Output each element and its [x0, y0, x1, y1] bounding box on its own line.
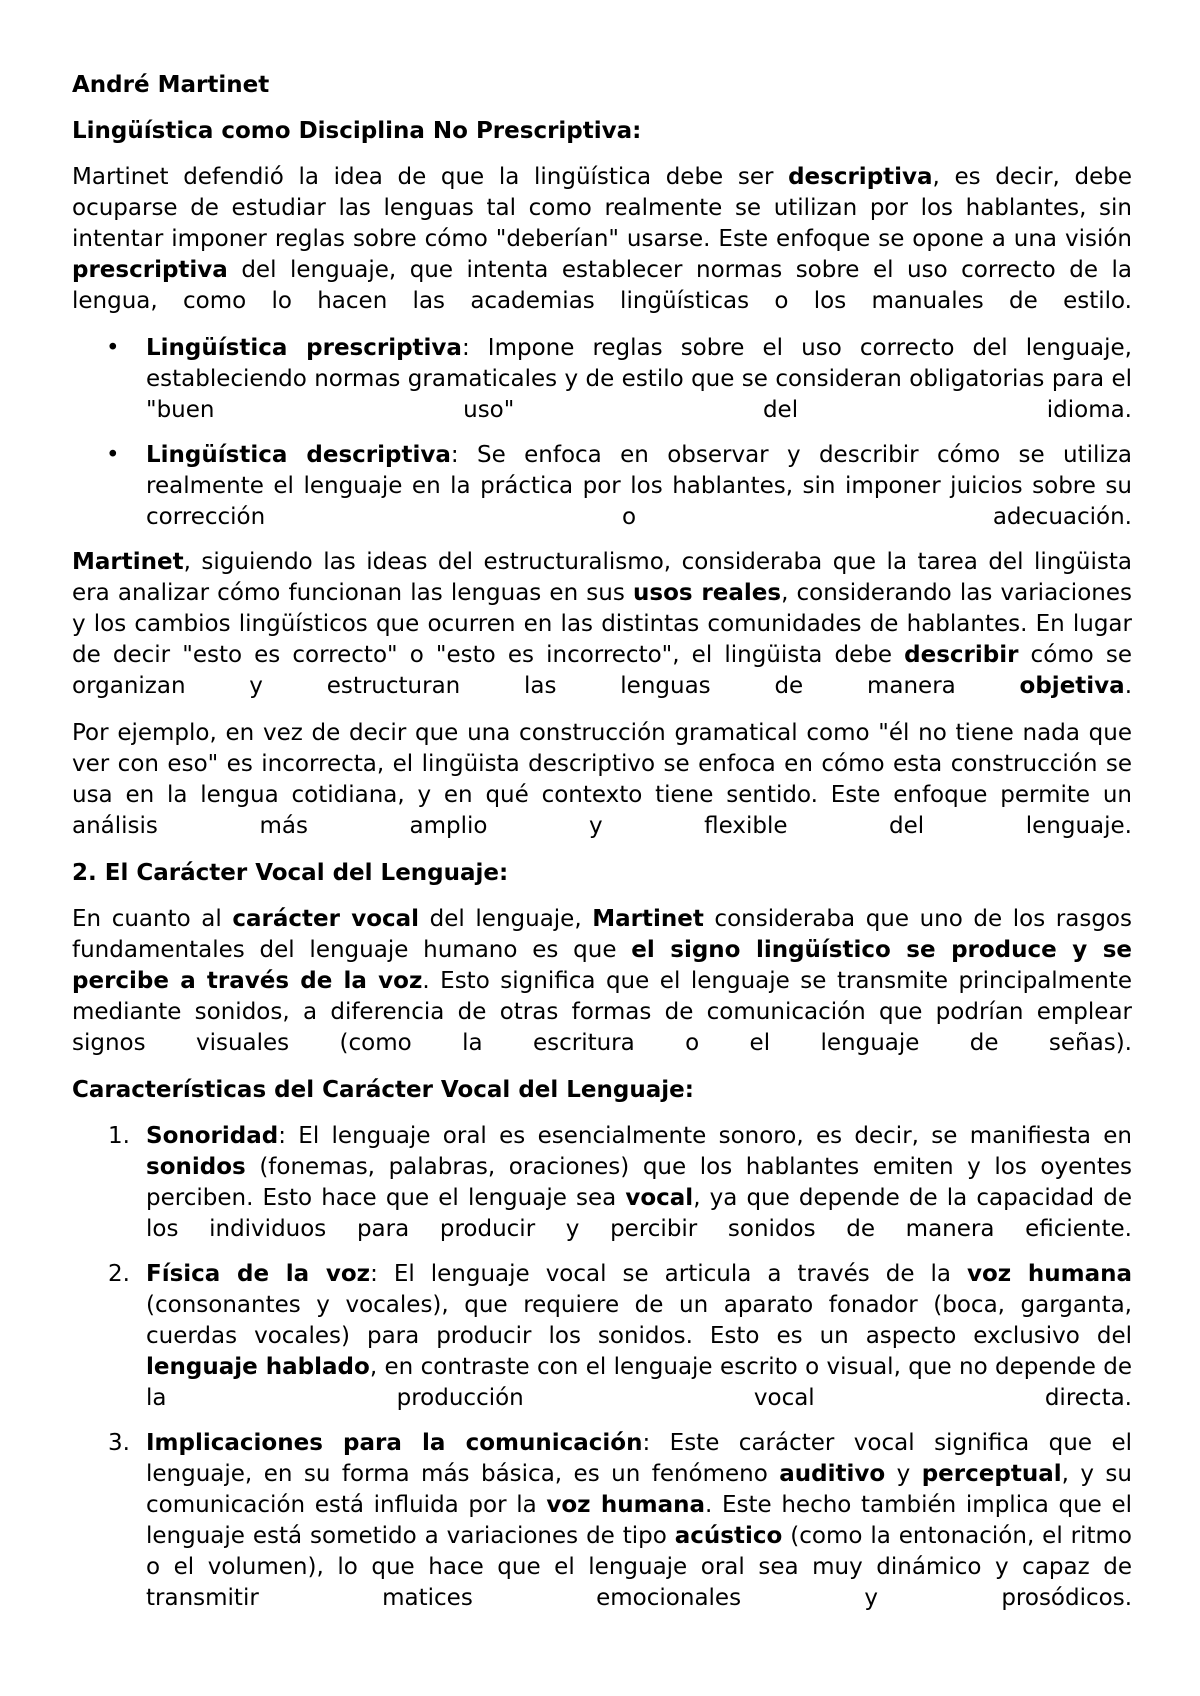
item-number: 2. [108, 1261, 130, 1287]
paragraph-example: Por ejemplo, en vez de decir que una construcción gramatical como "él no tiene nada que ver con eso" es incorrecta, el lingüista descriptivo se enfoca en cómo esta construcción se usa en la lengua cotidiana, y en qué contexto tiene sentido. Este enfoque permite un análisis más amplio y flexible del lenguaje. [72, 720, 1132, 839]
numbered-item-sonoridad: 1. Sonoridad: El lenguaje oral es esencialmente sonoro, es decir, se manifiesta en sonidos (fonemas, palabras, oraciones) que los hablantes emiten y los oyentes perciben. Esto hace que el lenguaje sea vocal, ya que depende de la capacidad de los individuos para producir y percibir sonidos de manera eficiente. [108, 1123, 1132, 1242]
bullet-item-descriptive: • Lingüística descriptiva: Se enfoca en observar y describir cómo se utiliza realmente el lenguaje en la práctica por los hablantes, sin imponer juicios sobre su corrección o adecuación. [106, 442, 1132, 530]
bullet-marker: • [106, 335, 120, 361]
item-number: 1. [108, 1123, 130, 1149]
section-heading-prescriptive: Lingüística como Disciplina No Prescriptiva: [72, 118, 642, 144]
numbered-item-implicaciones: 3. Implicaciones para la comunicación: Este carácter vocal significa que el lenguaje, en su forma más básica, es un fenómeno auditivo y perceptual, y su comunicación está influida por la voz humana. Este hecho también implica que el lenguaje está sometido a variaciones de tipo acústico (como la entonación, el ritmo o el volumen), lo que hace que el lenguaje oral sea muy dinámico y capaz de transmitir matices emocionales y prosódicos. [108, 1430, 1133, 1611]
section-heading-characteristics: Características del Carácter Vocal del Lenguaje: [72, 1077, 694, 1103]
document-title: André Martinet [72, 72, 270, 98]
numbered-item-fisica-voz: 2. Física de la voz: El lenguaje vocal se articula a través de la voz humana (consonantes y vocales), que requiere de un aparato fonador (boca, garganta, cuerdas vocales) para producir los sonidos. Esto es un aspecto exclusivo del lenguaje hablado, en contraste con el lenguaje escrito o visual, que no depende de la producción vocal directa. [108, 1261, 1132, 1411]
paragraph-vocal-character: En cuanto al carácter vocal del lenguaje, Martinet consideraba que uno de los rasgos fundamentales del lenguaje humano es que el signo lingüístico se produce y se percibe a través de la voz. Esto significa que el lenguaje se transmite principalmente mediante sonidos, a diferencia de otras formas de comunicación que podrían emplear signos visuales (como la escritura o el lenguaje de señas). [72, 906, 1132, 1056]
bullet-item-prescriptive: • Lingüística prescriptiva: Impone reglas sobre el uso correcto del lenguaje, estableciendo normas gramaticales y de estilo que se consideran obligatorias para el "buen uso" del idioma. [106, 335, 1132, 423]
item-number: 3. [108, 1430, 130, 1456]
paragraph-descriptive-intro: Martinet defendió la idea de que la lingüística debe ser descriptiva, es decir, debe ocuparse de estudiar las lenguas tal como realmente se utilizan por los hablantes, sin intentar imponer reglas sobre cómo "deberían" usarse. Este enfoque se opone a una visión prescriptiva del lenguaje, que intenta establecer normas sobre el uso correcto de la lengua, como lo hacen las academias lingüísticas o los manuales de estilo. [72, 164, 1132, 314]
section-heading-vocal: 2. El Carácter Vocal del Lenguaje: [72, 860, 509, 886]
bullet-marker: • [106, 442, 120, 468]
paragraph-martinet-structuralism: Martinet, siguiendo las ideas del estructuralismo, consideraba que la tarea del lingüista era analizar cómo funcionan las lenguas en sus usos reales, considerando las variaciones y los cambios lingüísticos que ocurren en las distintas comunidades de hablantes. En lugar de decir "esto es correcto" o "esto es incorrecto", el lingüista debe describir cómo se organizan y estructuran las lenguas de manera objetiva. [72, 549, 1133, 699]
